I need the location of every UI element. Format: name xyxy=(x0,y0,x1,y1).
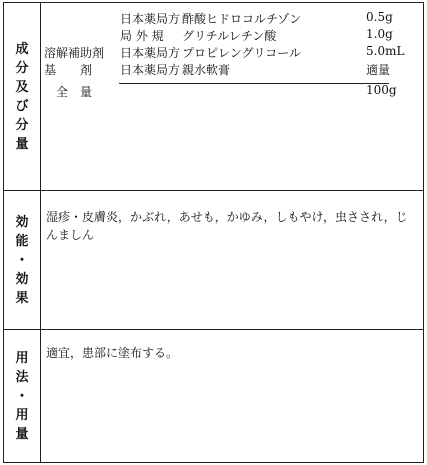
ingredient-name: 親水軟膏 xyxy=(182,63,231,77)
label-char: 成 xyxy=(15,41,29,57)
ingredient-standard: 日本薬局方 xyxy=(120,12,181,26)
label-char: 及 xyxy=(15,79,29,95)
section-divider-1 xyxy=(4,190,423,191)
ingredient-role: 基 剤 xyxy=(44,63,93,77)
label-char: ・ xyxy=(15,252,29,268)
ingredient-amount: 適量 xyxy=(366,63,391,77)
label-char: ・ xyxy=(15,389,29,404)
section-divider-2 xyxy=(4,329,423,330)
label-char: 用 xyxy=(15,351,29,366)
ingredient-standard: 日本薬局方 xyxy=(120,46,181,60)
label-char: 効 xyxy=(15,214,29,230)
label-char: 効 xyxy=(15,271,29,287)
ingredient-role: 溶解補助剤 xyxy=(44,46,105,60)
label-char: 能 xyxy=(15,233,29,249)
ingredient-amount: 0.5g xyxy=(366,10,393,24)
label-char: 用 xyxy=(15,408,29,423)
ingredient-amount: 1.0g xyxy=(366,27,393,41)
label-char: び xyxy=(15,98,29,114)
ingredient-name: グリチルレチン酸 xyxy=(182,29,277,43)
ingredient-name: プロピレングリコール xyxy=(182,46,301,60)
composition-section-label xyxy=(4,3,40,190)
usage-text: 適宜，患部に塗布する。 xyxy=(46,346,179,360)
label-char: 果 xyxy=(15,290,29,306)
total-label: 全 量 xyxy=(44,85,93,99)
label-char: 分 xyxy=(15,60,29,76)
ingredient-standard: 日本薬局方 xyxy=(120,63,181,77)
label-char: 量 xyxy=(15,136,29,152)
ingredient-name: 酢酸ヒドロコルチゾン xyxy=(182,12,302,26)
label-char: 量 xyxy=(15,427,29,442)
ingredient-amount: 5.0mL xyxy=(366,44,405,58)
ingredient-standard: 局 外 規 xyxy=(120,29,164,43)
efficacy-section-label xyxy=(4,191,40,329)
drug-info-table xyxy=(3,2,424,463)
label-char: 分 xyxy=(15,117,29,133)
efficacy-text: 湿疹・皮膚炎，かぶれ，あせも，かゆみ，しもやけ，虫さされ，じんましん xyxy=(46,210,408,242)
usage-section-label xyxy=(4,330,40,463)
label-char: 法 xyxy=(15,370,29,385)
total-amount: 100g xyxy=(366,83,397,97)
label-column-divider xyxy=(40,3,41,462)
total-rule xyxy=(119,83,389,84)
